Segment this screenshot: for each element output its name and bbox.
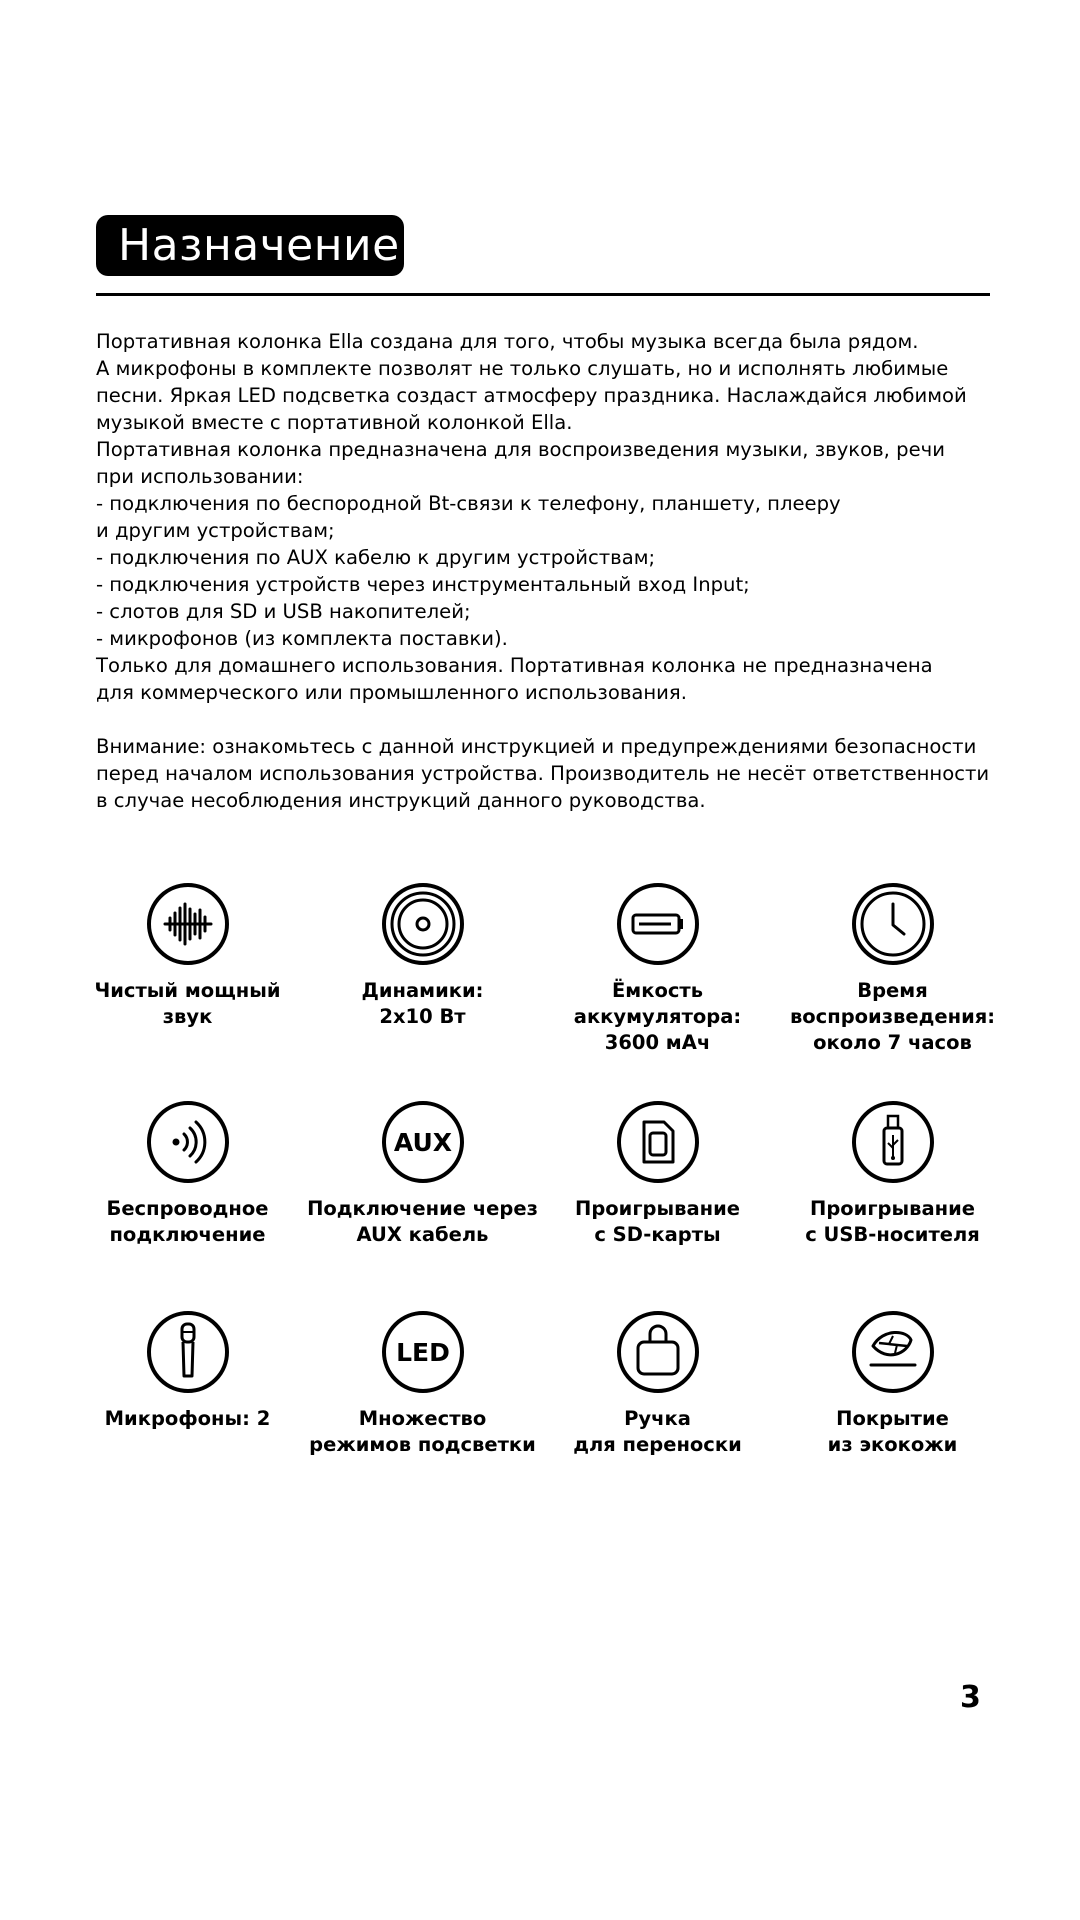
feature-label-line: Проигрывание bbox=[575, 1197, 740, 1220]
wireless-icon bbox=[146, 1100, 230, 1184]
feature-label-line: звук bbox=[162, 1005, 213, 1028]
feature-label bbox=[305, 978, 540, 1030]
feature-label bbox=[70, 1196, 305, 1248]
intro-line: Портативная колонка Ella создана для того, чтобы музыка всегда была рядом. bbox=[96, 330, 919, 353]
feature-sound bbox=[70, 882, 305, 1030]
intro-line: А микрофоны в комплекте позволят не только слушать, но и исполнять любимые bbox=[96, 357, 949, 380]
intro-line: песни. Яркая LED подсветка создаст атмосферу праздника. Наслаждайся любимой bbox=[96, 384, 967, 407]
feature-label-line: с SD-карты bbox=[594, 1223, 721, 1246]
feature-label-line: Микрофоны: 2 bbox=[104, 1407, 271, 1430]
feature-playtime bbox=[775, 882, 1010, 1056]
feature-wireless bbox=[70, 1100, 305, 1248]
clock-icon bbox=[851, 882, 935, 966]
feature-handle bbox=[540, 1310, 775, 1458]
feature-label-line: Подключение через bbox=[307, 1197, 538, 1220]
aux-icon bbox=[381, 1100, 465, 1184]
feature-label bbox=[775, 1406, 1010, 1458]
battery-icon bbox=[616, 882, 700, 966]
feature-aux bbox=[305, 1100, 540, 1248]
feature-label-line: аккумулятора: bbox=[573, 1005, 742, 1028]
feature-label-line: для переноски bbox=[573, 1433, 742, 1456]
feature-label-line: Чистый мощный bbox=[94, 979, 281, 1002]
feature-microphones bbox=[70, 1310, 305, 1432]
feature-label bbox=[305, 1196, 540, 1248]
feature-label-line: с USB-носителя bbox=[805, 1223, 980, 1246]
sound-wave-icon bbox=[146, 882, 230, 966]
microphone-icon bbox=[146, 1310, 230, 1394]
sd-card-icon bbox=[616, 1100, 700, 1184]
intro-line: музыкой вместе с портативной колонкой Ella. bbox=[96, 411, 573, 434]
feature-label-line: 3600 мАч bbox=[604, 1031, 711, 1054]
intro-line: - подключения устройств через инструментальный вход Input; bbox=[96, 573, 750, 596]
page-number: 3 bbox=[960, 1680, 981, 1715]
feature-label-line: Проигрывание bbox=[810, 1197, 975, 1220]
feature-label bbox=[70, 978, 305, 1030]
feature-label-line: Покрытие bbox=[836, 1407, 949, 1430]
feature-label bbox=[305, 1406, 540, 1458]
feature-usb bbox=[775, 1100, 1010, 1248]
led-icon-text: LED bbox=[395, 1338, 450, 1367]
feature-label-line: AUX кабель bbox=[356, 1223, 489, 1246]
intro-line: Портативная колонка предназначена для воспроизведения музыки, звуков, речи bbox=[96, 438, 945, 461]
feature-label-line: режимов подсветки bbox=[309, 1433, 536, 1456]
intro-line: - подключения по беспородной Bt-связи к телефону, планшету, плееру bbox=[96, 492, 841, 515]
feature-battery bbox=[540, 882, 775, 1056]
paragraph-gap bbox=[96, 706, 996, 733]
intro-line: при использовании: bbox=[96, 465, 304, 488]
feature-label bbox=[540, 1196, 775, 1248]
feature-label-line: Ёмкость bbox=[611, 979, 704, 1002]
feature-led bbox=[305, 1310, 540, 1458]
led-icon bbox=[381, 1310, 465, 1394]
handle-bag-icon bbox=[616, 1310, 700, 1394]
intro-line: - слотов для SD и USB накопителей; bbox=[96, 600, 471, 623]
intro-line: Только для домашнего использования. Портативная колонка не предназначена bbox=[96, 654, 933, 677]
feature-label-line: Множество bbox=[358, 1407, 487, 1430]
feature-label-line: из экокожи bbox=[827, 1433, 958, 1456]
feature-label-line: воспроизведения: bbox=[789, 1005, 996, 1028]
feature-label bbox=[775, 1196, 1010, 1248]
feature-label-line: Ручка bbox=[624, 1407, 691, 1430]
aux-icon-text: AUX bbox=[393, 1128, 452, 1157]
feature-speakers bbox=[305, 882, 540, 1030]
speaker-icon bbox=[381, 882, 465, 966]
intro-line: - микрофонов (из комплекта поставки). bbox=[96, 627, 508, 650]
feature-label-line: Динамики: bbox=[361, 979, 484, 1002]
usb-drive-icon bbox=[851, 1100, 935, 1184]
warning-line: в случае несоблюдения инструкций данного руководства. bbox=[96, 789, 706, 812]
feature-sd bbox=[540, 1100, 775, 1248]
warning-line: перед началом использования устройства. Производитель не несёт ответственности bbox=[96, 762, 990, 785]
feature-label-line: 2x10 Вт bbox=[379, 1005, 466, 1028]
feature-label-line: подключение bbox=[109, 1223, 266, 1246]
feature-label bbox=[540, 1406, 775, 1458]
intro-line: и другим устройствам; bbox=[96, 519, 335, 542]
intro-line: для коммерческого или промышленного использования. bbox=[96, 681, 687, 704]
intro-line: - подключения по AUX кабелю к другим устройствам; bbox=[96, 546, 656, 569]
feature-label-line: Беспроводное bbox=[106, 1197, 269, 1220]
feature-label-line: около 7 часов bbox=[813, 1031, 972, 1054]
intro-text bbox=[96, 328, 996, 814]
feature-leather bbox=[775, 1310, 1010, 1458]
feature-label-line: Время bbox=[857, 979, 928, 1002]
feature-label bbox=[70, 1406, 305, 1432]
title-divider bbox=[96, 293, 990, 296]
feature-label bbox=[775, 978, 1010, 1056]
section-title: Назначение bbox=[96, 215, 404, 276]
warning-line: Внимание: ознакомьтесь с данной инструкцией и предупреждениями безопасности bbox=[96, 735, 977, 758]
feature-label bbox=[540, 978, 775, 1056]
leaf-icon bbox=[851, 1310, 935, 1394]
